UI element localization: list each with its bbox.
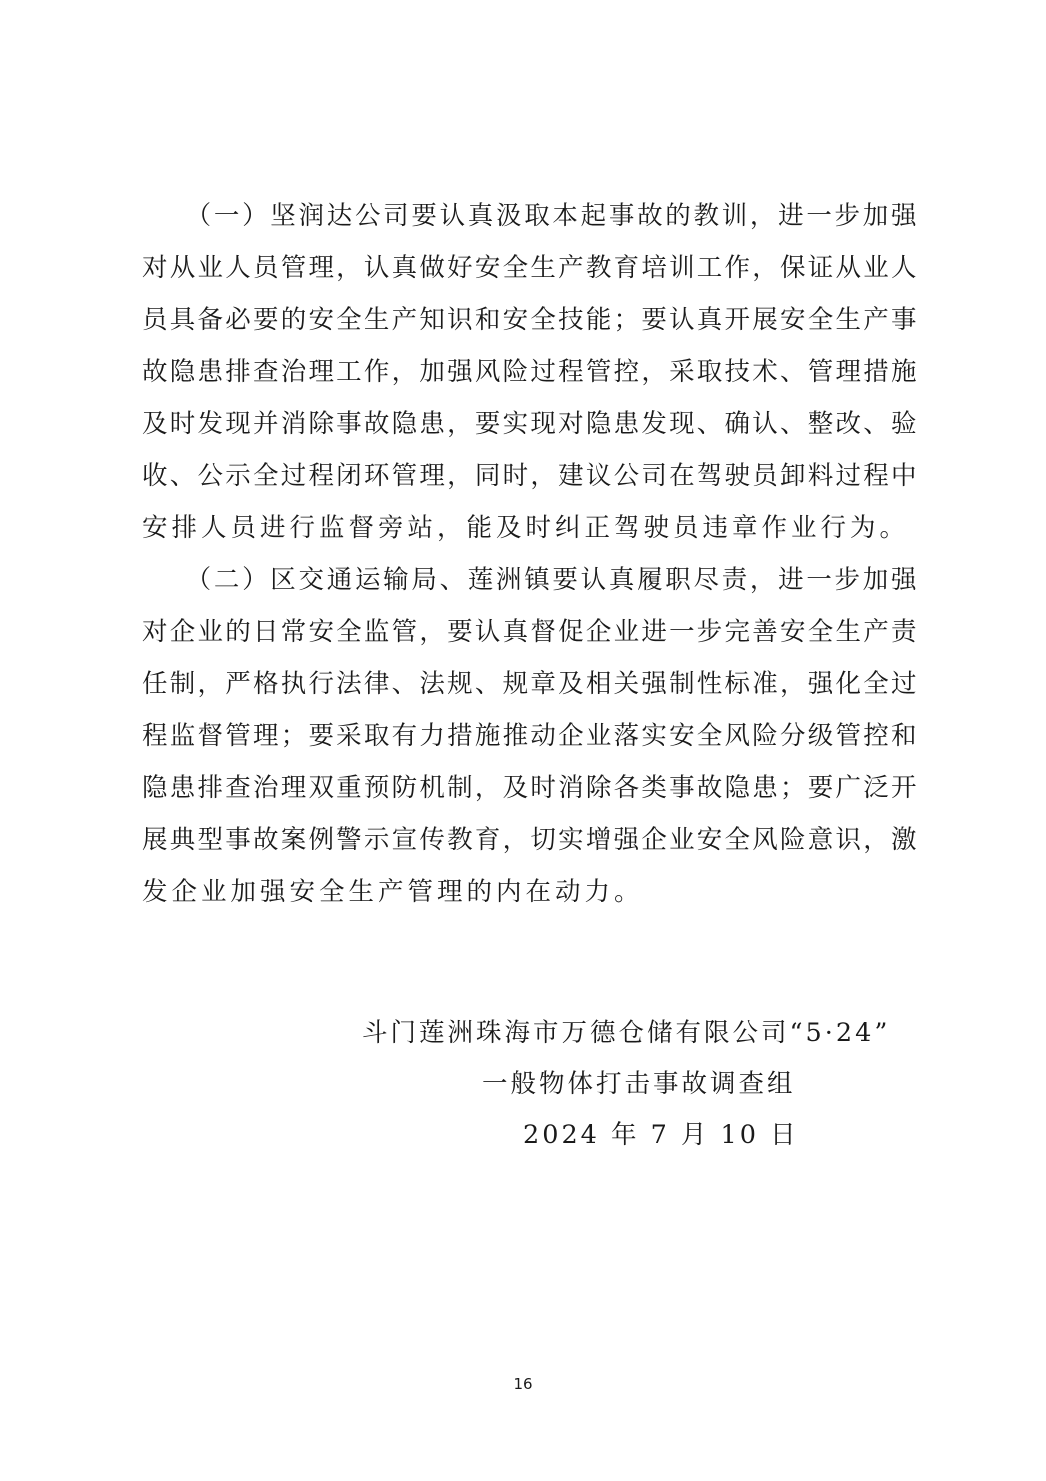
page-number: 16 [513, 1375, 533, 1393]
signature-organization: 斗门莲洲珠海市万德仓储有限公司“5·24” [362, 1018, 891, 1048]
paragraph-line: 对企业的日常安全监管，要认真督促企业进一步完善安全生产责 [142, 617, 917, 647]
paragraph-line: 程监督管理；要采取有力措施推动企业落实安全风险分级管控和 [142, 721, 917, 751]
paragraph-line: 展典型事故案例警示宣传教育，切实增强企业安全风险意识，激 [142, 825, 917, 855]
paragraph-line: 收、公示全过程闭环管理，同时，建议公司在驾驶员卸料过程中 [142, 461, 917, 491]
paragraph-line: 故隐患排查治理工作，加强风险过程管控，采取技术、管理措施 [142, 357, 917, 387]
paragraph-line: 安排人员进行监督旁站，能及时纠正驾驶员违章作业行为。 [142, 513, 910, 543]
signature-investigation-group: 一般物体打击事故调查组 [482, 1069, 796, 1099]
paragraph-line: 及时发现并消除事故隐患，要实现对隐患发现、确认、整改、验 [142, 409, 917, 439]
paragraph-line: （二）区交通运输局、莲洲镇要认真履职尽责，进一步加强 [142, 565, 917, 595]
paragraph-line: 员具备必要的安全生产知识和安全技能；要认真开展安全生产事 [142, 305, 917, 335]
paragraph-line: 隐患排查治理双重预防机制，及时消除各类事故隐患；要广泛开 [142, 773, 917, 803]
paragraph-line: 发企业加强安全生产管理的内在动力。 [142, 877, 644, 907]
signature-date: 2024 年 7 月 10 日 [523, 1120, 799, 1150]
paragraph-line: （一）坚润达公司要认真汲取本起事故的教训，进一步加强 [142, 201, 917, 231]
paragraph-line: 对从业人员管理，认真做好安全生产教育培训工作，保证从业人 [142, 253, 917, 283]
paragraph-line: 任制，严格执行法律、法规、规章及相关强制性标准，强化全过 [142, 669, 917, 699]
